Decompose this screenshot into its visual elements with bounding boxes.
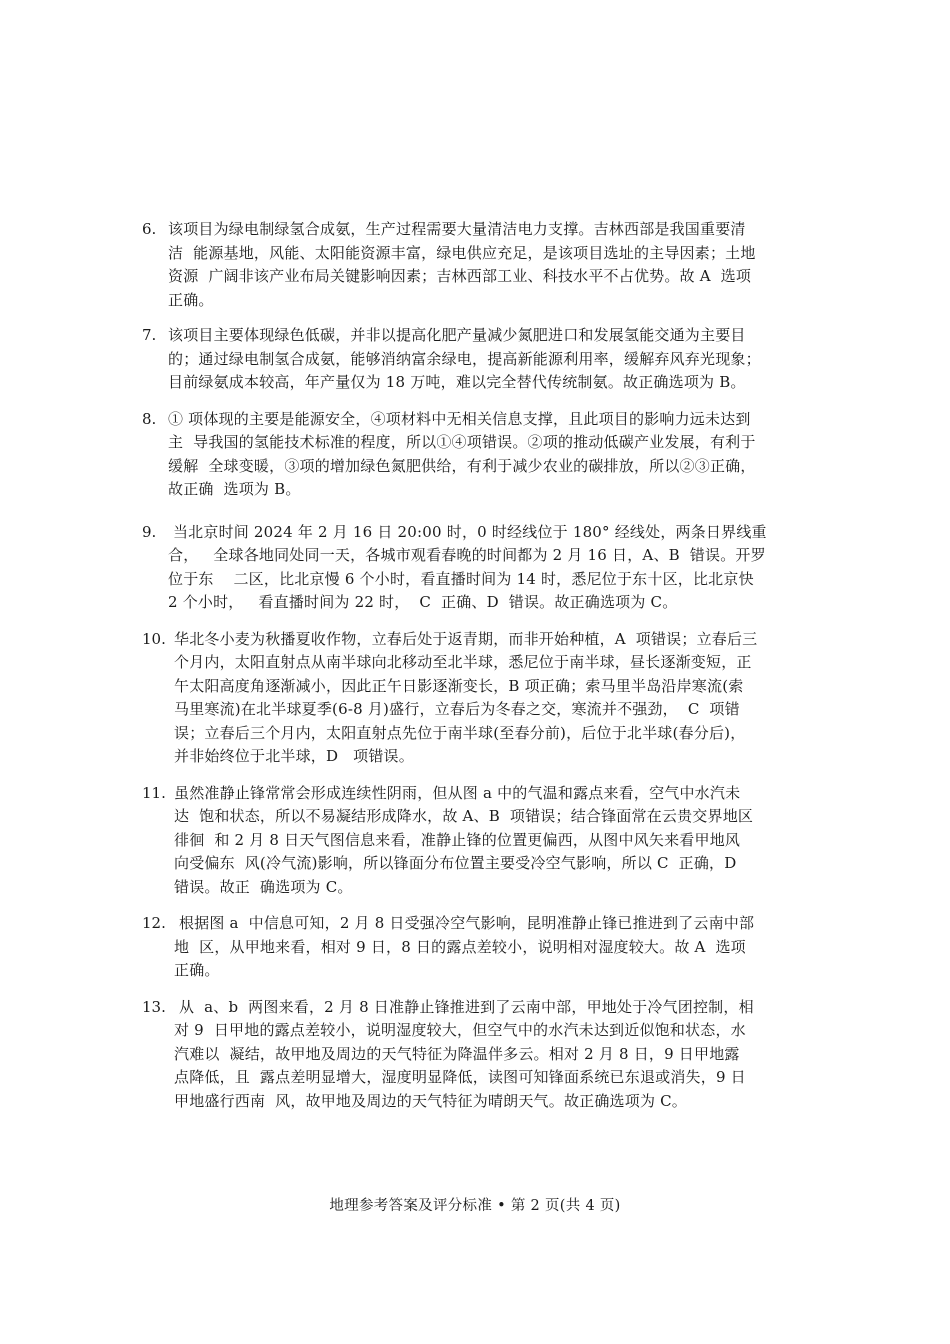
answer-text: [168, 408, 802, 502]
text-line: 主 导我国的氢能技术标准的程度，所以①④项错误。②项的推动低碳产业发展，有利于: [168, 433, 756, 451]
text-line: 甲地盛行西南 风，故甲地及周边的天气特征为晴朗天气。故正确选项为 C。: [174, 1091, 687, 1110]
answer-text: [168, 324, 802, 395]
answer-list: [142, 218, 802, 1124]
text-line: 对 9 日甲地的露点差较小，说明湿度较大，但空气中的水汽未达到近似饱和状态，水: [174, 1021, 746, 1039]
answer-item-12: [142, 912, 802, 983]
text-line: 的；通过绿电制氢合成氨，能够消纳富余绿电，提高新能源利用率，缓解弃风弃光现象；: [168, 349, 761, 368]
answer-item-10: [142, 628, 802, 769]
text-line: 该项目主要体现绿色低碳，并非以提高化肥产量减少氮肥进口和发展氢能交通为主要目: [168, 326, 746, 344]
answer-item-9: [142, 521, 802, 615]
text-line: 合， 全球各地同处同一天，各城市观看春晚的时间都为 2 月 16 日，A、B 错误。开罗: [168, 546, 766, 564]
text-line: 点降低，且 露点差明显增大，湿度明显降低，读图可知锋面系统已东退或消失，9 日: [174, 1068, 746, 1086]
answer-item-13: [142, 996, 802, 1114]
item-number: 10.: [142, 629, 166, 648]
text-line: 达 饱和状态，所以不易凝结形成降水，故 A、B 项错误；结合锋面常在云贵交界地区: [174, 807, 754, 825]
answer-text: [168, 521, 802, 615]
text-line: 正确。: [174, 961, 220, 979]
text-line: 地 区，从甲地来看，相对 9 日，8 日的露点差较小，说明相对湿度较大。故 A 选项: [174, 937, 746, 956]
text-line: 正确。: [168, 290, 214, 309]
text-line: 根据图 a 中信息可知，2 月 8 日受强冷空气影响，昆明准静止锋已推进到了云南中部: [174, 914, 755, 932]
text-line: 错误。故正 确选项为 C。: [174, 877, 353, 896]
text-line: 目前绿氨成本较高，年产量仅为 18 万吨，难以完全替代传统制氨。故正确选项为 B。: [168, 373, 746, 391]
text-line: 徘徊 和 2 月 8 日天气图信息来看，准静止锋的位置更偏西，从图中风矢来看甲地风: [174, 830, 741, 849]
answer-text: [174, 782, 802, 900]
item-number: 8.: [142, 409, 157, 428]
item-number: 9.: [142, 522, 157, 541]
answer-text: [168, 218, 802, 312]
text-line: 虽然准静止锋常常会形成连续性阴雨，但从图 a 中的气温和露点来看，空气中水汽未: [174, 783, 741, 802]
item-number: 6.: [142, 220, 157, 238]
item-number: 12.: [142, 914, 166, 932]
text-line: 午太阳高度角逐渐减小，因此正午日影逐渐变长，B 项正确；索马里半岛沿岸寒流(索: [174, 676, 744, 695]
text-line: 缓解 全球变暖，③项的增加绿色氮肥供给，有利于减少农业的碳排放，所以②③正确，: [168, 456, 756, 475]
text-line: 洁 能源基地，风能、太阳能资源丰富，绿电供应充足，是该项目选址的主导因素；土地: [168, 243, 756, 262]
item-number: 7.: [142, 326, 157, 344]
text-line: 2 个小时， 看直播时间为 22 时， C 正确、D 错误。故正确选项为 C。: [168, 593, 678, 611]
text-line: 该项目为绿电制绿氢合成氨，生产过程需要大量清洁电力支撑。吉林西部是我国重要清: [168, 220, 746, 238]
text-line: 位于东 二区，比北京慢 6 个小时，看直播时间为 14 时，悉尼位于东十区，比北京快: [168, 569, 754, 588]
text-line: 汽难以 凝结，故甲地及周边的天气特征为降温伴多云。相对 2 月 8 日，9 日甲地露: [174, 1044, 740, 1063]
page-footer: 地理参考答案及评分标准 • 第 2 页(共 4 页): [329, 1198, 621, 1214]
text-line: 资源 广阔非该产业布局关键影响因素；吉林西部工业、科技水平不占优势。故 A 选项: [168, 267, 752, 285]
item-number: 11.: [142, 783, 166, 802]
text-line: 从 a、b 两图来看，2 月 8 日准静止锋推进到了云南中部，甲地处于冷气团控制，相: [174, 997, 754, 1016]
text-line: 华北冬小麦为秋播夏收作物，立春后处于返青期，而非开始种植，A 项错误；立春后三: [174, 629, 758, 648]
text-line: 故正确 选项为 B。: [168, 480, 301, 498]
answer-item-6: [142, 218, 802, 312]
text-line: 马里寒流)在北半球夏季(6-8 月)盛行，立春后为冬春之交，寒流并不强劲， C 项错: [174, 700, 740, 718]
answer-item-11: [142, 782, 802, 900]
answer-text: [174, 912, 802, 983]
text-line: 个月内，太阳直射点从南半球向北移动至北半球，悉尼位于南半球，昼长逐渐变短，正: [174, 653, 752, 671]
item-number: 13.: [142, 997, 166, 1016]
answer-item-7: [142, 324, 802, 395]
text-line: ① 项体现的主要是能源安全，④项材料中无相关信息支撑，且此项目的影响力远未达到: [168, 409, 751, 428]
answer-text: [174, 628, 802, 769]
text-line: 误；立春后三个月内，太阳直射点先位于南半球(至春分前)，后位于北半球(春分后)，: [174, 723, 746, 742]
text-line: 向受偏东 风(冷气流)影响，所以锋面分布位置主要受冷空气影响，所以 C 正确，D: [174, 854, 737, 872]
answer-item-8: [142, 408, 802, 502]
answer-text: [174, 996, 802, 1114]
text-line: 并非始终位于北半球，D 项错误。: [174, 747, 414, 765]
text-line: 当北京时间 2024 年 2 月 16 日 20:00 时，0 时经线位于 180° 经线处，两条日界线重: [168, 522, 767, 541]
